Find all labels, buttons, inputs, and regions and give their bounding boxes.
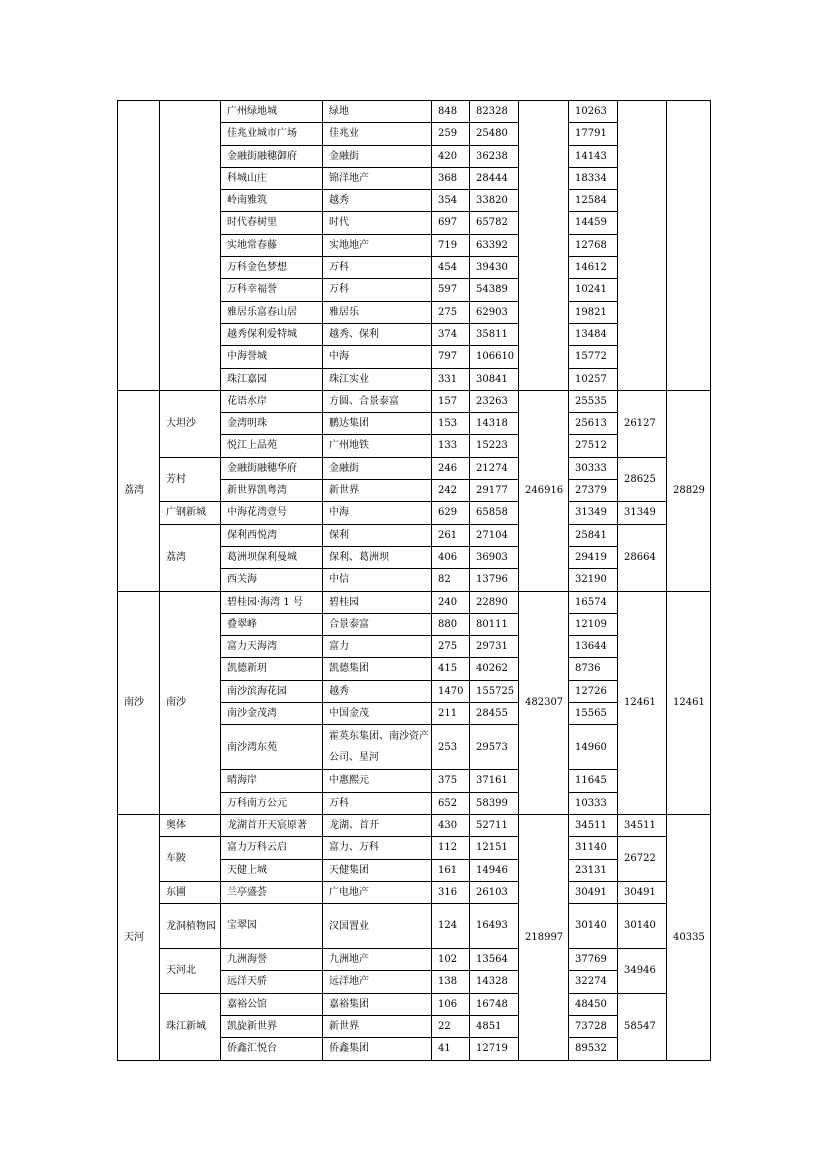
unit-price-cell: 8736	[569, 658, 618, 680]
unit-price-cell: 12726	[569, 680, 618, 702]
units-cell: 211	[432, 703, 470, 725]
sub-area-avg-cell: 28664	[618, 524, 667, 591]
units-cell: 368	[432, 167, 470, 189]
district-avg-cell: 12461	[667, 591, 711, 814]
district-cell: 天河	[118, 814, 160, 1060]
units-cell: 697	[432, 212, 470, 234]
units-cell: 848	[432, 101, 470, 123]
table-row	[118, 591, 711, 613]
project-name-cell: 金湾明珠	[221, 413, 323, 435]
area-cell: 15223	[470, 435, 519, 457]
area-cell: 23263	[470, 390, 519, 412]
sub-area-cell: 大坦沙	[160, 390, 221, 457]
sub-area-avg-cell: 28625	[618, 457, 667, 502]
sub-area-cell: 芳村	[160, 457, 221, 502]
developer-cell: 越秀、保利	[323, 323, 432, 345]
unit-price-cell: 32274	[569, 971, 618, 993]
developer-cell: 中信	[323, 569, 432, 591]
unit-price-cell: 10333	[569, 792, 618, 814]
area-cell: 106610	[470, 346, 519, 368]
area-cell: 14946	[470, 859, 519, 881]
unit-price-cell: 12109	[569, 613, 618, 635]
project-name-cell: 南沙金茂湾	[221, 703, 323, 725]
project-name-cell: 佳兆业城市广场	[221, 123, 323, 145]
units-cell: 719	[432, 234, 470, 256]
table-row	[118, 993, 711, 1015]
sub-area-cell	[160, 101, 221, 391]
developer-cell: 中惠熙元	[323, 770, 432, 792]
project-name-cell: 天健上城	[221, 859, 323, 881]
area-cell: 35811	[470, 323, 519, 345]
sub-area-avg-cell: 31349	[618, 502, 667, 524]
project-name-cell: 珠江嘉园	[221, 368, 323, 390]
developer-cell: 侨鑫集团	[323, 1038, 432, 1060]
project-name-cell: 侨鑫汇悦台	[221, 1038, 323, 1060]
units-cell: 240	[432, 591, 470, 613]
unit-price-cell: 15565	[569, 703, 618, 725]
project-name-cell: 金融街融穗华府	[221, 457, 323, 479]
units-cell: 161	[432, 859, 470, 881]
unit-price-cell: 13644	[569, 636, 618, 658]
area-cell: 28455	[470, 703, 519, 725]
developer-cell: 锦洋地产	[323, 167, 432, 189]
developer-cell: 鹏达集团	[323, 413, 432, 435]
developer-cell: 万科	[323, 792, 432, 814]
table-row	[118, 101, 711, 123]
units-cell: 138	[432, 971, 470, 993]
unit-price-cell: 11645	[569, 770, 618, 792]
units-cell: 153	[432, 413, 470, 435]
unit-price-cell: 48450	[569, 993, 618, 1015]
table-row	[118, 904, 711, 949]
table-row	[118, 502, 711, 524]
project-name-cell: 中海花湾壹号	[221, 502, 323, 524]
project-name-cell: 越秀保利爱特城	[221, 323, 323, 345]
area-cell: 65858	[470, 502, 519, 524]
area-cell: 63392	[470, 234, 519, 256]
area-cell: 13564	[470, 949, 519, 971]
units-cell: 242	[432, 480, 470, 502]
area-cell: 33820	[470, 190, 519, 212]
sub-area-avg-cell: 12461	[618, 591, 667, 814]
project-name-cell: 南沙湾东苑	[221, 725, 323, 770]
unit-price-cell: 30333	[569, 457, 618, 479]
unit-price-cell: 34511	[569, 814, 618, 836]
developer-cell: 中海	[323, 346, 432, 368]
developer-cell: 方圆、合景泰富	[323, 390, 432, 412]
unit-price-cell: 10257	[569, 368, 618, 390]
area-cell: 13796	[470, 569, 519, 591]
unit-price-cell: 18334	[569, 167, 618, 189]
developer-cell: 佳兆业	[323, 123, 432, 145]
project-name-cell: 晴海岸	[221, 770, 323, 792]
units-cell: 597	[432, 279, 470, 301]
units-cell: 430	[432, 814, 470, 836]
developer-cell: 金融街	[323, 145, 432, 167]
district-cell	[118, 101, 160, 391]
units-cell: 420	[432, 145, 470, 167]
developer-cell: 雅居乐	[323, 301, 432, 323]
unit-price-cell: 23131	[569, 859, 618, 881]
price-table-page	[117, 100, 711, 1061]
sub-area-cell: 龙洞植物园	[160, 904, 221, 949]
group-total-cell: 482307	[519, 591, 569, 814]
project-name-cell: 实地常春藤	[221, 234, 323, 256]
developer-cell: 广电地产	[323, 881, 432, 903]
units-cell: 133	[432, 435, 470, 457]
area-cell: 26103	[470, 881, 519, 903]
units-cell: 415	[432, 658, 470, 680]
units-cell: 259	[432, 123, 470, 145]
area-cell: 36903	[470, 546, 519, 568]
developer-cell: 广州地铁	[323, 435, 432, 457]
area-cell: 29731	[470, 636, 519, 658]
area-cell: 155725	[470, 680, 519, 702]
units-cell: 880	[432, 613, 470, 635]
area-cell: 29177	[470, 480, 519, 502]
units-cell: 797	[432, 346, 470, 368]
area-cell: 52711	[470, 814, 519, 836]
unit-price-cell: 13484	[569, 323, 618, 345]
units-cell: 157	[432, 390, 470, 412]
area-cell: 58399	[470, 792, 519, 814]
area-cell: 4851	[470, 1015, 519, 1037]
unit-price-cell: 32190	[569, 569, 618, 591]
developer-cell: 龙湖、首开	[323, 814, 432, 836]
project-name-cell: 悦江上品苑	[221, 435, 323, 457]
unit-price-cell: 37769	[569, 949, 618, 971]
developer-cell: 新世界	[323, 480, 432, 502]
developer-cell: 合景泰富	[323, 613, 432, 635]
table-row	[118, 949, 711, 971]
developer-cell: 碧桂园	[323, 591, 432, 613]
units-cell: 275	[432, 636, 470, 658]
table-row	[118, 524, 711, 546]
units-cell: 102	[432, 949, 470, 971]
units-cell: 316	[432, 881, 470, 903]
developer-cell: 越秀	[323, 680, 432, 702]
area-cell: 62903	[470, 301, 519, 323]
project-name-cell: 嘉裕公馆	[221, 993, 323, 1015]
district-cell: 荔湾	[118, 390, 160, 591]
units-cell: 246	[432, 457, 470, 479]
sub-area-avg-cell: 26127	[618, 390, 667, 457]
unit-price-cell: 12584	[569, 190, 618, 212]
project-name-cell: 花语水岸	[221, 390, 323, 412]
sub-area-cell: 奥体	[160, 814, 221, 836]
project-name-cell: 广州绿地城	[221, 101, 323, 123]
district-cell: 南沙	[118, 591, 160, 814]
project-name-cell: 新世界凯粤湾	[221, 480, 323, 502]
area-cell: 27104	[470, 524, 519, 546]
unit-price-cell: 25613	[569, 413, 618, 435]
area-cell: 40262	[470, 658, 519, 680]
group-total-cell	[519, 101, 569, 391]
project-name-cell: 富力天海湾	[221, 636, 323, 658]
units-cell: 354	[432, 190, 470, 212]
developer-cell: 实地地产	[323, 234, 432, 256]
project-name-cell: 葛洲坝保利曼城	[221, 546, 323, 568]
group-total-cell: 246916	[519, 390, 569, 591]
group-total-cell: 218997	[519, 814, 569, 1060]
project-name-cell: 西关海	[221, 569, 323, 591]
project-name-cell: 凯德新玥	[221, 658, 323, 680]
unit-price-cell: 27512	[569, 435, 618, 457]
units-cell: 454	[432, 257, 470, 279]
area-cell: 25480	[470, 123, 519, 145]
area-cell: 14318	[470, 413, 519, 435]
table-row	[118, 814, 711, 836]
area-cell: 16748	[470, 993, 519, 1015]
sub-area-cell: 车陂	[160, 837, 221, 882]
project-name-cell: 万科金色梦想	[221, 257, 323, 279]
developer-cell: 珠江实业	[323, 368, 432, 390]
developer-cell: 中国金茂	[323, 703, 432, 725]
unit-price-cell: 89532	[569, 1038, 618, 1060]
project-name-cell: 雅居乐富春山居	[221, 301, 323, 323]
developer-cell: 富力、万科	[323, 837, 432, 859]
area-cell: 28444	[470, 167, 519, 189]
units-cell: 124	[432, 904, 470, 949]
unit-price-cell: 19821	[569, 301, 618, 323]
developer-cell: 凯德集团	[323, 658, 432, 680]
district-avg-cell: 28829	[667, 390, 711, 591]
project-name-cell: 九洲海誉	[221, 949, 323, 971]
sub-area-avg-cell	[618, 101, 667, 391]
unit-price-cell: 16574	[569, 591, 618, 613]
developer-cell: 新世界	[323, 1015, 432, 1037]
project-name-cell: 叠翠峰	[221, 613, 323, 635]
unit-price-cell: 10241	[569, 279, 618, 301]
units-cell: 629	[432, 502, 470, 524]
unit-price-cell: 15772	[569, 346, 618, 368]
unit-price-cell: 25841	[569, 524, 618, 546]
developer-cell: 汉国置业	[323, 904, 432, 949]
units-cell: 112	[432, 837, 470, 859]
project-name-cell: 科城山庄	[221, 167, 323, 189]
sub-area-avg-cell: 34511	[618, 814, 667, 836]
area-cell: 12719	[470, 1038, 519, 1060]
unit-price-cell: 17791	[569, 123, 618, 145]
sub-area-avg-cell: 34946	[618, 949, 667, 994]
developer-cell: 绿地	[323, 101, 432, 123]
developer-cell: 九洲地产	[323, 949, 432, 971]
area-cell: 14328	[470, 971, 519, 993]
project-name-cell: 碧桂园·海湾 1 号	[221, 591, 323, 613]
table-row	[118, 837, 711, 859]
sub-area-cell: 广钢新城	[160, 502, 221, 524]
sub-area-avg-cell: 30140	[618, 904, 667, 949]
table-row	[118, 457, 711, 479]
units-cell: 331	[432, 368, 470, 390]
developer-cell: 天健集团	[323, 859, 432, 881]
developer-cell: 万科	[323, 257, 432, 279]
area-cell: 16493	[470, 904, 519, 949]
unit-price-cell: 30491	[569, 881, 618, 903]
unit-price-cell: 30140	[569, 904, 618, 949]
units-cell: 374	[432, 323, 470, 345]
unit-price-cell: 14612	[569, 257, 618, 279]
table-row	[118, 390, 711, 412]
sub-area-cell: 南沙	[160, 591, 221, 814]
unit-price-cell: 12768	[569, 234, 618, 256]
area-cell: 82328	[470, 101, 519, 123]
units-cell: 106	[432, 993, 470, 1015]
units-cell: 82	[432, 569, 470, 591]
units-cell: 261	[432, 524, 470, 546]
developer-cell: 保利	[323, 524, 432, 546]
project-name-cell: 中海誉城	[221, 346, 323, 368]
units-cell: 375	[432, 770, 470, 792]
developer-cell: 越秀	[323, 190, 432, 212]
unit-price-cell: 14143	[569, 145, 618, 167]
area-cell: 80111	[470, 613, 519, 635]
project-name-cell: 富力万科云启	[221, 837, 323, 859]
area-cell: 54389	[470, 279, 519, 301]
units-cell: 406	[432, 546, 470, 568]
developer-cell: 保利、葛洲坝	[323, 546, 432, 568]
units-cell: 22	[432, 1015, 470, 1037]
units-cell: 275	[432, 301, 470, 323]
area-cell: 22890	[470, 591, 519, 613]
sub-area-avg-cell: 58547	[618, 993, 667, 1060]
sub-area-cell: 珠江新城	[160, 993, 221, 1060]
project-name-cell: 保利西悦湾	[221, 524, 323, 546]
units-cell: 253	[432, 725, 470, 770]
sub-area-avg-cell: 30491	[618, 881, 667, 903]
project-name-cell: 万科南方公元	[221, 792, 323, 814]
unit-price-cell: 73728	[569, 1015, 618, 1037]
developer-cell: 远洋地产	[323, 971, 432, 993]
unit-price-cell: 29419	[569, 546, 618, 568]
housing-price-table	[117, 100, 711, 1061]
sub-area-avg-cell: 26722	[618, 837, 667, 882]
unit-price-cell: 10263	[569, 101, 618, 123]
project-name-cell: 时代春树里	[221, 212, 323, 234]
area-cell: 39430	[470, 257, 519, 279]
unit-price-cell: 31349	[569, 502, 618, 524]
project-name-cell: 万科幸福誉	[221, 279, 323, 301]
project-name-cell: 凯旋新世界	[221, 1015, 323, 1037]
developer-cell: 金融街	[323, 457, 432, 479]
unit-price-cell: 14459	[569, 212, 618, 234]
project-name-cell: 宝翠园	[221, 904, 323, 949]
area-cell: 21274	[470, 457, 519, 479]
district-avg-cell	[667, 101, 711, 391]
project-name-cell: 金融街融穗御府	[221, 145, 323, 167]
project-name-cell: 岭南雅筑	[221, 190, 323, 212]
unit-price-cell: 31140	[569, 837, 618, 859]
units-cell: 41	[432, 1038, 470, 1060]
developer-cell: 嘉裕集团	[323, 993, 432, 1015]
area-cell: 36238	[470, 145, 519, 167]
area-cell: 12151	[470, 837, 519, 859]
developer-cell: 万科	[323, 279, 432, 301]
developer-cell: 霍英东集团、南沙资产公司、星河	[323, 725, 432, 770]
project-name-cell: 龙湖首开天宸原著	[221, 814, 323, 836]
project-name-cell: 兰亭盛荟	[221, 881, 323, 903]
sub-area-cell: 东圃	[160, 881, 221, 903]
area-cell: 30841	[470, 368, 519, 390]
units-cell: 652	[432, 792, 470, 814]
area-cell: 29573	[470, 725, 519, 770]
developer-cell: 时代	[323, 212, 432, 234]
units-cell: 1470	[432, 680, 470, 702]
area-cell: 65782	[470, 212, 519, 234]
sub-area-cell: 天河北	[160, 949, 221, 994]
sub-area-cell: 荔湾	[160, 524, 221, 591]
project-name-cell: 远洋天骄	[221, 971, 323, 993]
unit-price-cell: 14960	[569, 725, 618, 770]
table-row	[118, 881, 711, 903]
developer-cell: 中海	[323, 502, 432, 524]
district-avg-cell: 40335	[667, 814, 711, 1060]
unit-price-cell: 25535	[569, 390, 618, 412]
developer-cell: 富力	[323, 636, 432, 658]
unit-price-cell: 27379	[569, 480, 618, 502]
project-name-cell: 南沙滨海花园	[221, 680, 323, 702]
area-cell: 37161	[470, 770, 519, 792]
